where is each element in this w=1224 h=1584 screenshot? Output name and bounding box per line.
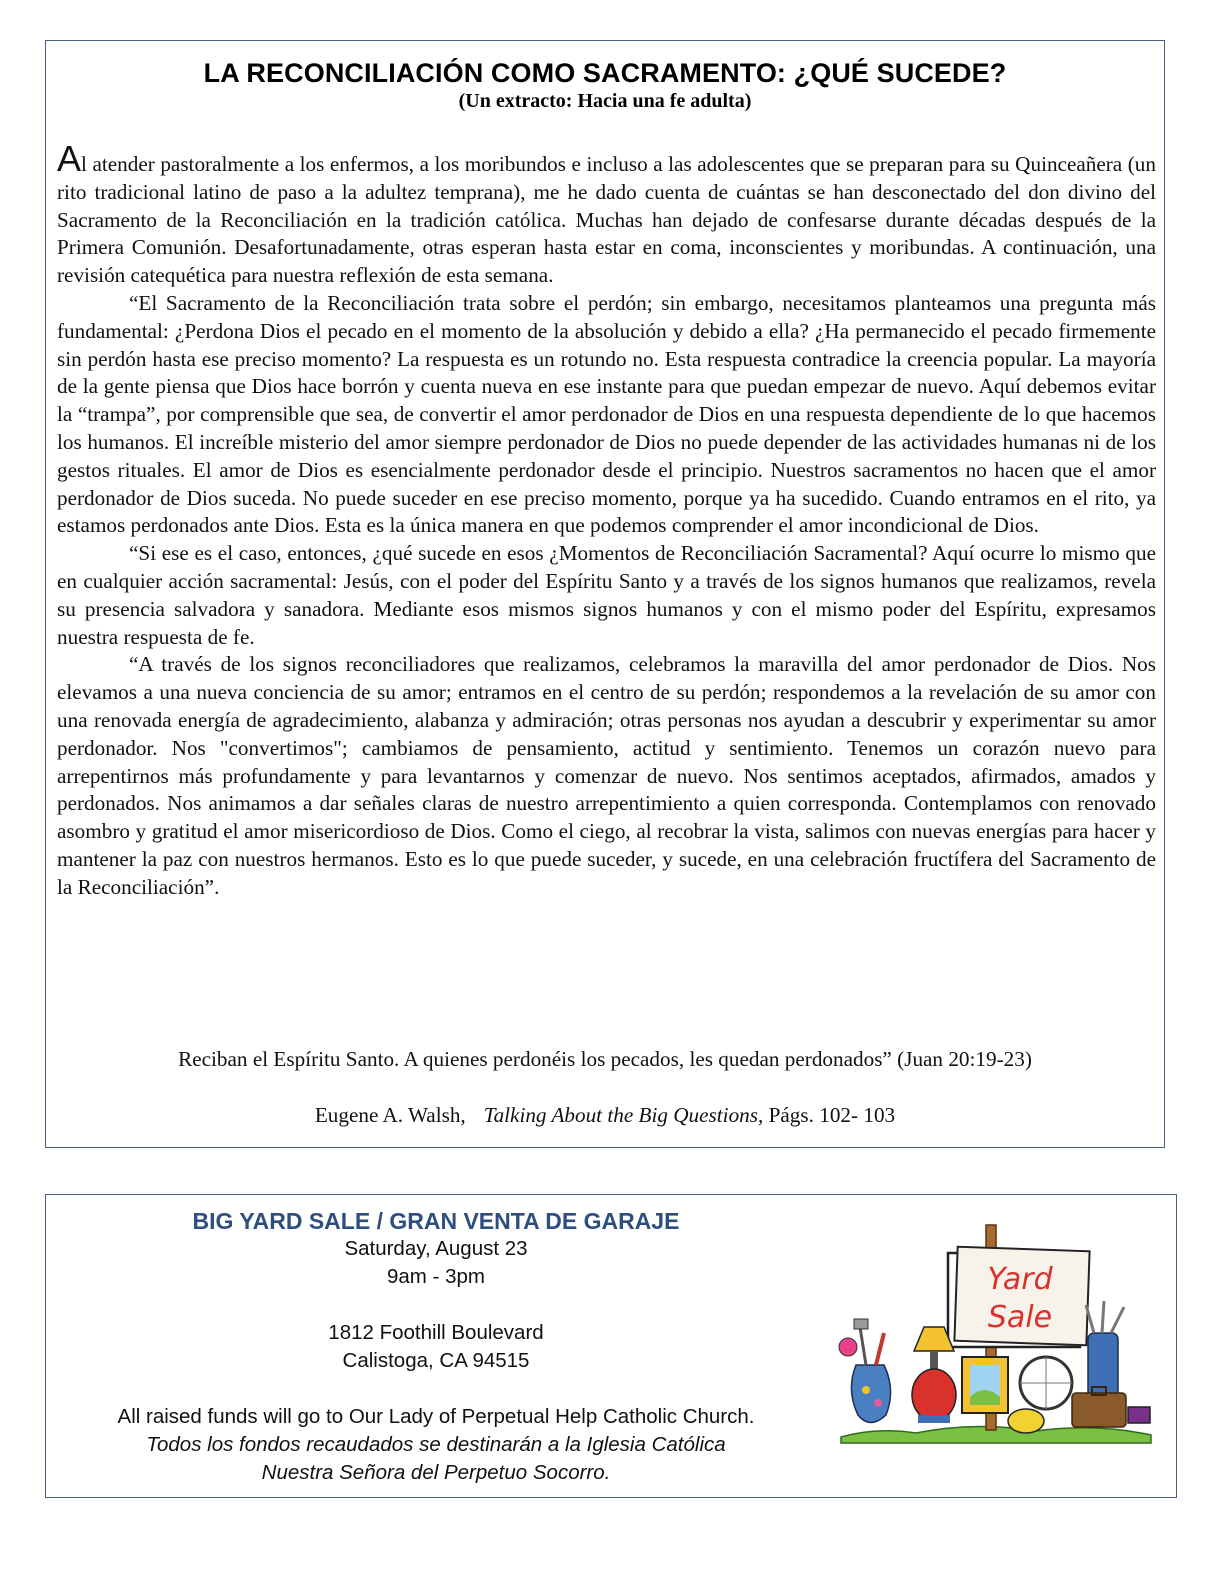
yard-sale-box	[45, 1194, 1177, 1498]
drop-cap: A	[57, 138, 82, 179]
sign-text-yard: Yard	[987, 1262, 1053, 1297]
article-paragraph-1: Al atender pastoralmente a los enfermos, a los moribundos e incluso a las adolescentes que se preparan para su Quinceañera (un rito tradicional latino de paso a la adultez temprana), me he dado cuenta de cuántas se han desconectado del don divino del Sacramento de la Reconciliación en la tradición católica. Muchas han dejado de confesarse durante décadas después de la Primera Comunión. Desafortunadamente, otras esperan hasta estar en coma, inconscientes y moribundas. A continuación, una revisión catequética para nuestra reflexión de esta semana.	[57, 138, 1156, 288]
scripture-quote: Reciban el Espíritu Santo. A quienes perdonéis los pecados, les quedan perdonados” (Juan 20:19-23)	[178, 1047, 1032, 1071]
sale-address-street: 1812 Foothill Boulevard	[328, 1321, 544, 1344]
funds-note-spanish-2: Nuestra Señora del Perpetuo Socorro.	[261, 1461, 611, 1484]
article-body	[57, 138, 1156, 902]
citation-author: Eugene A. Walsh,	[314, 1103, 466, 1127]
article-paragraph-4: “A través de los signos reconciliadores que realizamos, celebramos la maravilla del amor perdonador de Dios. Nos elevamos a una nueva conciencia de su amor; entramos en el centro de su perdón; respondemos a la revelación de su amor con una renovada energía de agradecimiento, alabanza y admiración; otras personas nos ayudan a descubrir y experimentar su amor perdonador. Nos "convertimos"; cambiamos de pensamiento, actitud y sentimiento. Tenemos un corazón nuevo para arrepentirnos más profundamente y para levantarnos y comenzar de nuevo. Nos sentimos aceptados, afirmados, amados y perdonados. Nos animamos a dar señales claras de nuestro arrepentimiento a quien corresponda. Contemplamos con renovado asombro y gratitud el amor misericordioso de Dios. Como el ciego, al recobrar la vista, salimos con nuevas energías para hacer y mantener la paz con nuestros hermanos. Esto es lo que puede suceder, y sucede, en una celebración fructífera del Sacramento de la Reconciliación”.	[57, 652, 1156, 899]
article-paragraph-3: “Si ese es el caso, entonces, ¿qué sucede en esos ¿Momentos de Reconciliación Sacramental? Aquí ocurre lo mismo que en cualquier acción sacramental: Jesús, con el poder del Espíritu Santo y a través de los signos humanos que realizamos, revela su presencia salvadora y sanadora. Mediante esos mismos signos humanos y con el mismo poder del Espíritu, expresamos nuestra respuesta de fe.	[57, 541, 1156, 649]
funds-note-spanish-1: Todos los fondos recaudados se destinarán a la Iglesia Católica	[146, 1433, 726, 1456]
article-paragraph-2: “El Sacramento de la Reconciliación trata sobre el perdón; sin embargo, necesitamos planteamos una pregunta más fundamental: ¿Perdona Dios el pecado en el momento de la absolución y debido a ella? ¿Ha permanecido el pecado firmemente sin perdón hasta ese preciso momento? La respuesta es un rotundo no. Esta respuesta contradice la creencia popular. La mayoría de la gente piensa que Dios hace borrón y cuenta nueva en ese instante para que puedan empezar de nuevo. Aquí debemos evitar la “trampa”, por comprensible que sea, de convertir el amor perdonador de Dios en una respuesta dependiente de lo que hacemos los humanos. El increíble misterio del amor siempre perdonador de Dios no puede depender de las actividades humanas ni de los gestos rituales. El amor de Dios es esencialmente perdonador desde el principio. Nuestros sacramentos no hacen que el amor perdonador de Dios suceda. No puede suceder en ese preciso momento, porque ya ha sucedido. Cuando entramos en el rito, ya estamos perdonados ante Dios. Esta es la única manera en que podemos comprender el amor incondicional de Dios.	[57, 290, 1156, 538]
source-citation	[46, 1103, 1164, 1128]
sale-time: 9am - 3pm	[387, 1265, 485, 1288]
sale-address-city: Calistoga, CA 94515	[342, 1349, 530, 1372]
funds-note-english: All raised funds will go to Our Lady of Perpetual Help Catholic Church.	[117, 1405, 755, 1428]
article-title: LA RECONCILIACIÓN COMO SACRAMENTO: ¿QUÉ SUCEDE?	[203, 58, 1007, 88]
sign-text-sale: Sale	[987, 1300, 1053, 1335]
yard-sale-text	[46, 1207, 826, 1487]
yard-sale-illustration	[836, 1215, 1156, 1447]
yard-sale-heading: BIG YARD SALE / GRAN VENTA DE GARAJE	[192, 1208, 680, 1234]
sale-date: Saturday, August 23	[344, 1237, 528, 1260]
article-box	[45, 40, 1165, 1148]
article-subtitle: (Un extracto: Hacia una fe adulta)	[458, 90, 752, 112]
citation-pages: , Págs. 102- 103	[758, 1103, 896, 1127]
citation-book: Talking About the Big Questions	[483, 1103, 759, 1127]
